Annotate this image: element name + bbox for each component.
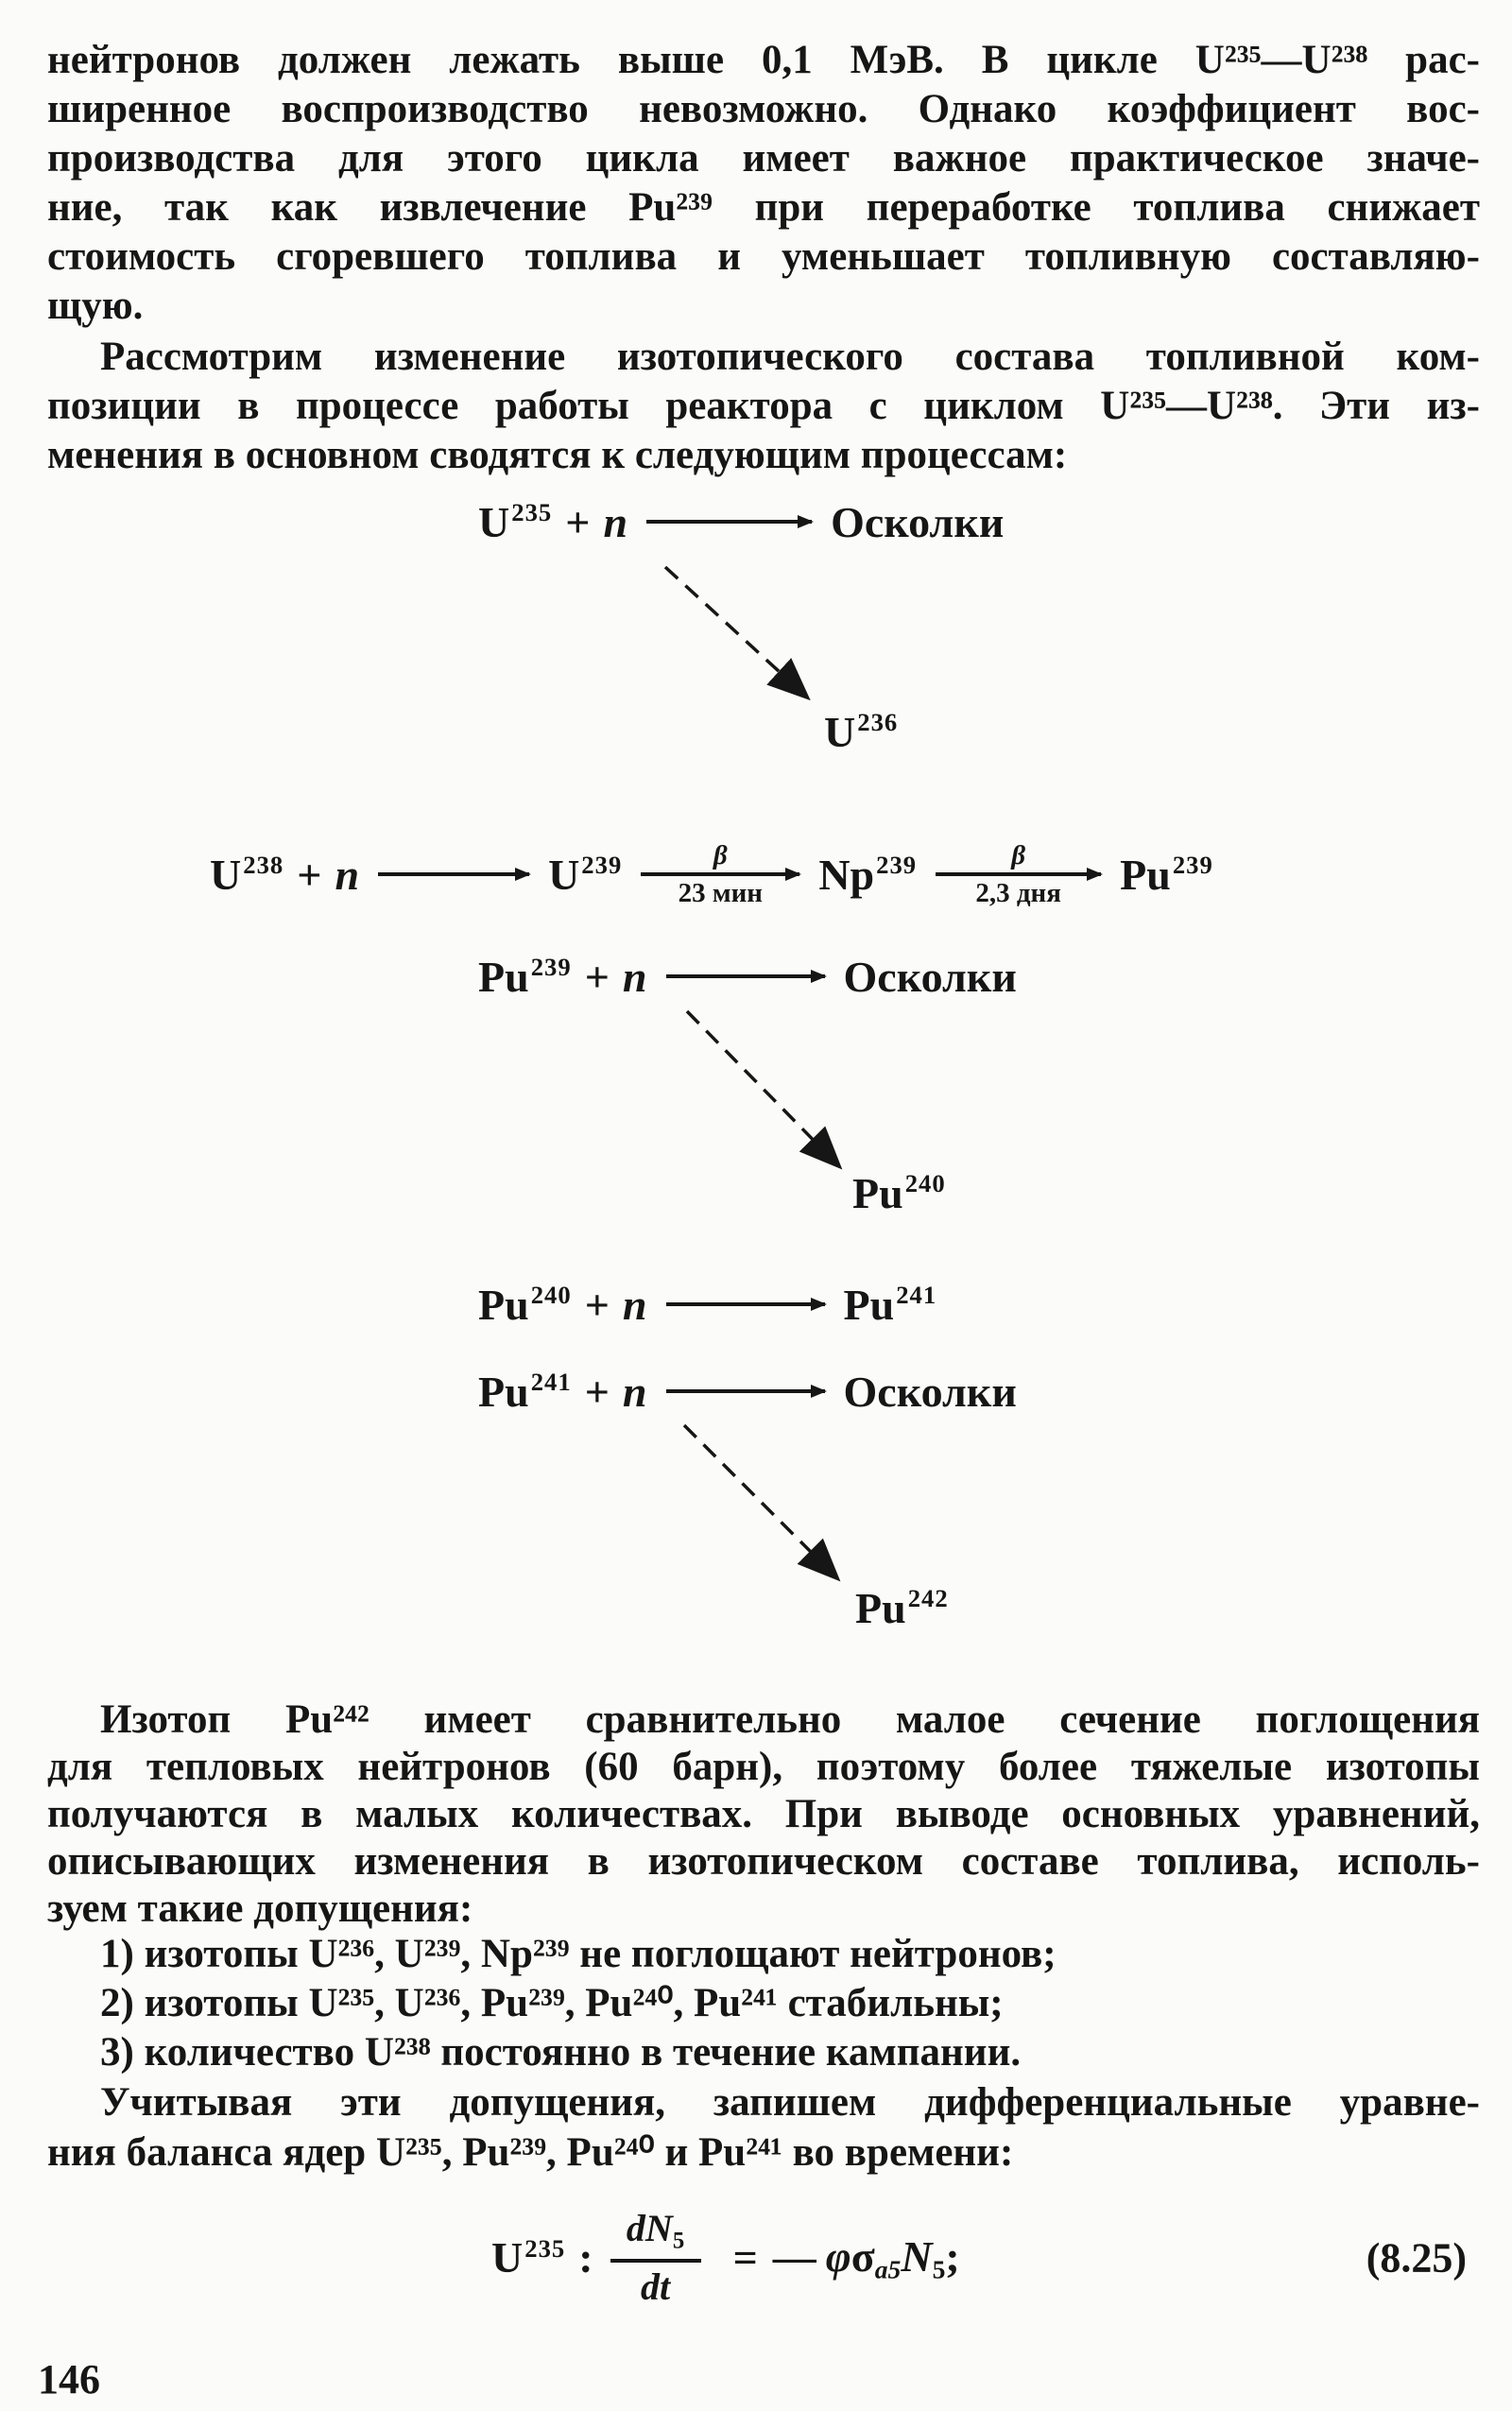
fission-fragments-label: Осколки bbox=[831, 497, 1005, 546]
text-line: ние, так как извлечение Pu²³⁹ при переработке топлива снижает bbox=[47, 185, 1480, 230]
equals-sign: = bbox=[732, 2233, 758, 2282]
text-line: описывающих изменения в изотопическом составе топлива, исполь- bbox=[47, 1839, 1480, 1884]
text-line: производства для этого цикла имеет важное практическое значе- bbox=[47, 136, 1480, 181]
reaction-u235-fission bbox=[478, 492, 1004, 551]
beta-decay-arrow bbox=[641, 841, 799, 907]
equation-8-25 bbox=[0, 2207, 1512, 2308]
text-line: зуем такие допущения: bbox=[47, 1886, 473, 1931]
text-line: стоимость сгоревшего топлива и уменьшает топливную составляю- bbox=[47, 234, 1480, 279]
equation-lhs bbox=[491, 2232, 593, 2282]
minus-sign: — bbox=[772, 2231, 816, 2281]
plus-sign: + bbox=[584, 952, 610, 1001]
half-life-label: 2,3 дня bbox=[975, 877, 1061, 908]
fission-fragments-label: Осколки bbox=[843, 1367, 1017, 1416]
colon: : bbox=[578, 2233, 593, 2282]
text-line: получаются в малых количествах. При выводе основных уравнений, bbox=[47, 1792, 1480, 1836]
assumptions-list bbox=[47, 1930, 1480, 2077]
fraction-denominator: dt bbox=[641, 2265, 671, 2308]
isotope-np239: Np$^{239}$ bbox=[818, 850, 918, 899]
text-line: Учитывая эти допущения, запишем дифференциальные уравне- bbox=[100, 2080, 1480, 2125]
dashed-arrow-icon bbox=[665, 567, 803, 694]
neutron-symbol: n bbox=[622, 1367, 647, 1416]
isotope-pu240: Pu$^{240}$ bbox=[852, 1169, 946, 1217]
dashed-arrow-icon bbox=[687, 1011, 835, 1162]
reaction-arrow-icon bbox=[666, 1302, 825, 1306]
list-item: 1) изотопы U²³⁶, U²³⁹, Np²³⁹ не поглощают нейтронов; bbox=[100, 1932, 1057, 1976]
dashed-arrow-icon bbox=[684, 1425, 833, 1575]
neutron-symbol: n bbox=[622, 1280, 647, 1329]
fission-fragments-label: Осколки bbox=[843, 952, 1017, 1001]
text-line: щую. bbox=[47, 284, 144, 328]
derivative-fraction bbox=[610, 2207, 701, 2308]
isotope-u238: $U^{238}$ bbox=[210, 850, 284, 899]
plus-sign: + bbox=[565, 497, 591, 546]
half-life-label: 23 мин bbox=[678, 877, 764, 908]
text-line: нейтронов должен лежать выше 0,1 МэВ. В цикле U²³⁵—U²³⁸ рас- bbox=[47, 38, 1480, 82]
beta-label: β bbox=[713, 839, 728, 870]
reaction-pu241-fission bbox=[478, 1362, 1017, 1421]
text-line: Рассмотрим изменение изотопического состава топливной ком- bbox=[100, 335, 1480, 379]
text-line: позиции в процессе работы реактора с циклом U²³⁵—U²³⁸. Эти из- bbox=[47, 384, 1480, 428]
beta-decay-arrow bbox=[936, 841, 1101, 907]
neutron-symbol: n bbox=[603, 497, 628, 546]
decay-arrow-icon bbox=[641, 872, 799, 876]
paragraph-intro bbox=[47, 36, 1480, 331]
neutron-symbol: n bbox=[622, 952, 647, 1001]
fraction-bar bbox=[610, 2259, 701, 2263]
paragraph-isotope-changes bbox=[47, 333, 1480, 480]
isotope-pu240: Pu$^{240}$ bbox=[478, 1280, 572, 1329]
paragraph-balance-equations bbox=[47, 2077, 1480, 2178]
equation-rhs: — $\varphi\sigma_{a5}N_5$; bbox=[772, 2231, 960, 2284]
plus-sign: + bbox=[297, 850, 322, 899]
page-number: 146 bbox=[38, 2356, 100, 2402]
list-item: 2) изотопы U²³⁵, U²³⁶, Pu²³⁹, Pu²⁴⁰, Pu²⁴¹ стабильны; bbox=[100, 1981, 1004, 2025]
reaction-pu239-fission bbox=[478, 947, 1017, 1006]
isotope-pu239: Pu$^{239}$ bbox=[478, 952, 572, 1001]
text-line: Изотоп Pu²⁴² имеет сравнительно малое сечение поглощения bbox=[100, 1697, 1480, 1742]
text-line: менения в основном сводятся к следующим процессам: bbox=[47, 433, 1068, 477]
list-item: 3) количество U²³⁸ постоянно в течение кампании. bbox=[100, 2030, 1022, 2075]
isotope-pu242: Pu$^{242}$ bbox=[855, 1584, 949, 1632]
isotope-pu239: Pu$^{239}$ bbox=[1120, 850, 1213, 899]
reaction-arrow-icon bbox=[378, 872, 529, 876]
isotope-pu241: Pu$^{241}$ bbox=[478, 1367, 572, 1416]
fraction-numerator: $dN_5$ bbox=[626, 2207, 685, 2254]
paragraph-pu242 bbox=[47, 1696, 1480, 1933]
reaction-arrow-icon bbox=[646, 520, 812, 524]
reaction-arrow-icon bbox=[666, 974, 825, 978]
reaction-arrow-icon bbox=[666, 1389, 825, 1393]
isotope-u236: $U^{236}$ bbox=[824, 708, 899, 756]
isotope-u235: $U^{235}$ bbox=[491, 2233, 566, 2282]
neutron-symbol: n bbox=[335, 850, 360, 899]
plus-sign: + bbox=[584, 1280, 610, 1329]
decay-arrow-icon bbox=[936, 872, 1101, 876]
reaction-pu240-capture bbox=[478, 1275, 936, 1334]
equation-number: (8.25) bbox=[1366, 2234, 1467, 2282]
isotope-u239: $U^{239}$ bbox=[548, 850, 623, 899]
isotope-pu241: Pu$^{241}$ bbox=[843, 1280, 937, 1329]
text-line: ширенное воспроизводство невозможно. Однако коэффициент вос- bbox=[47, 87, 1480, 131]
beta-label: β bbox=[1011, 839, 1026, 870]
text-line: ния баланса ядер U²³⁵, Pu²³⁹, Pu²⁴⁰ и Pu²⁴¹ во времени: bbox=[47, 2130, 1014, 2175]
text-line: для тепловых нейтронов (60 барн), поэтому более тяжелые изотопы bbox=[47, 1745, 1480, 1789]
isotope-u235: $U^{235}$ bbox=[478, 497, 553, 546]
plus-sign: + bbox=[584, 1367, 610, 1416]
reaction-u238-capture-chain bbox=[210, 831, 1213, 918]
